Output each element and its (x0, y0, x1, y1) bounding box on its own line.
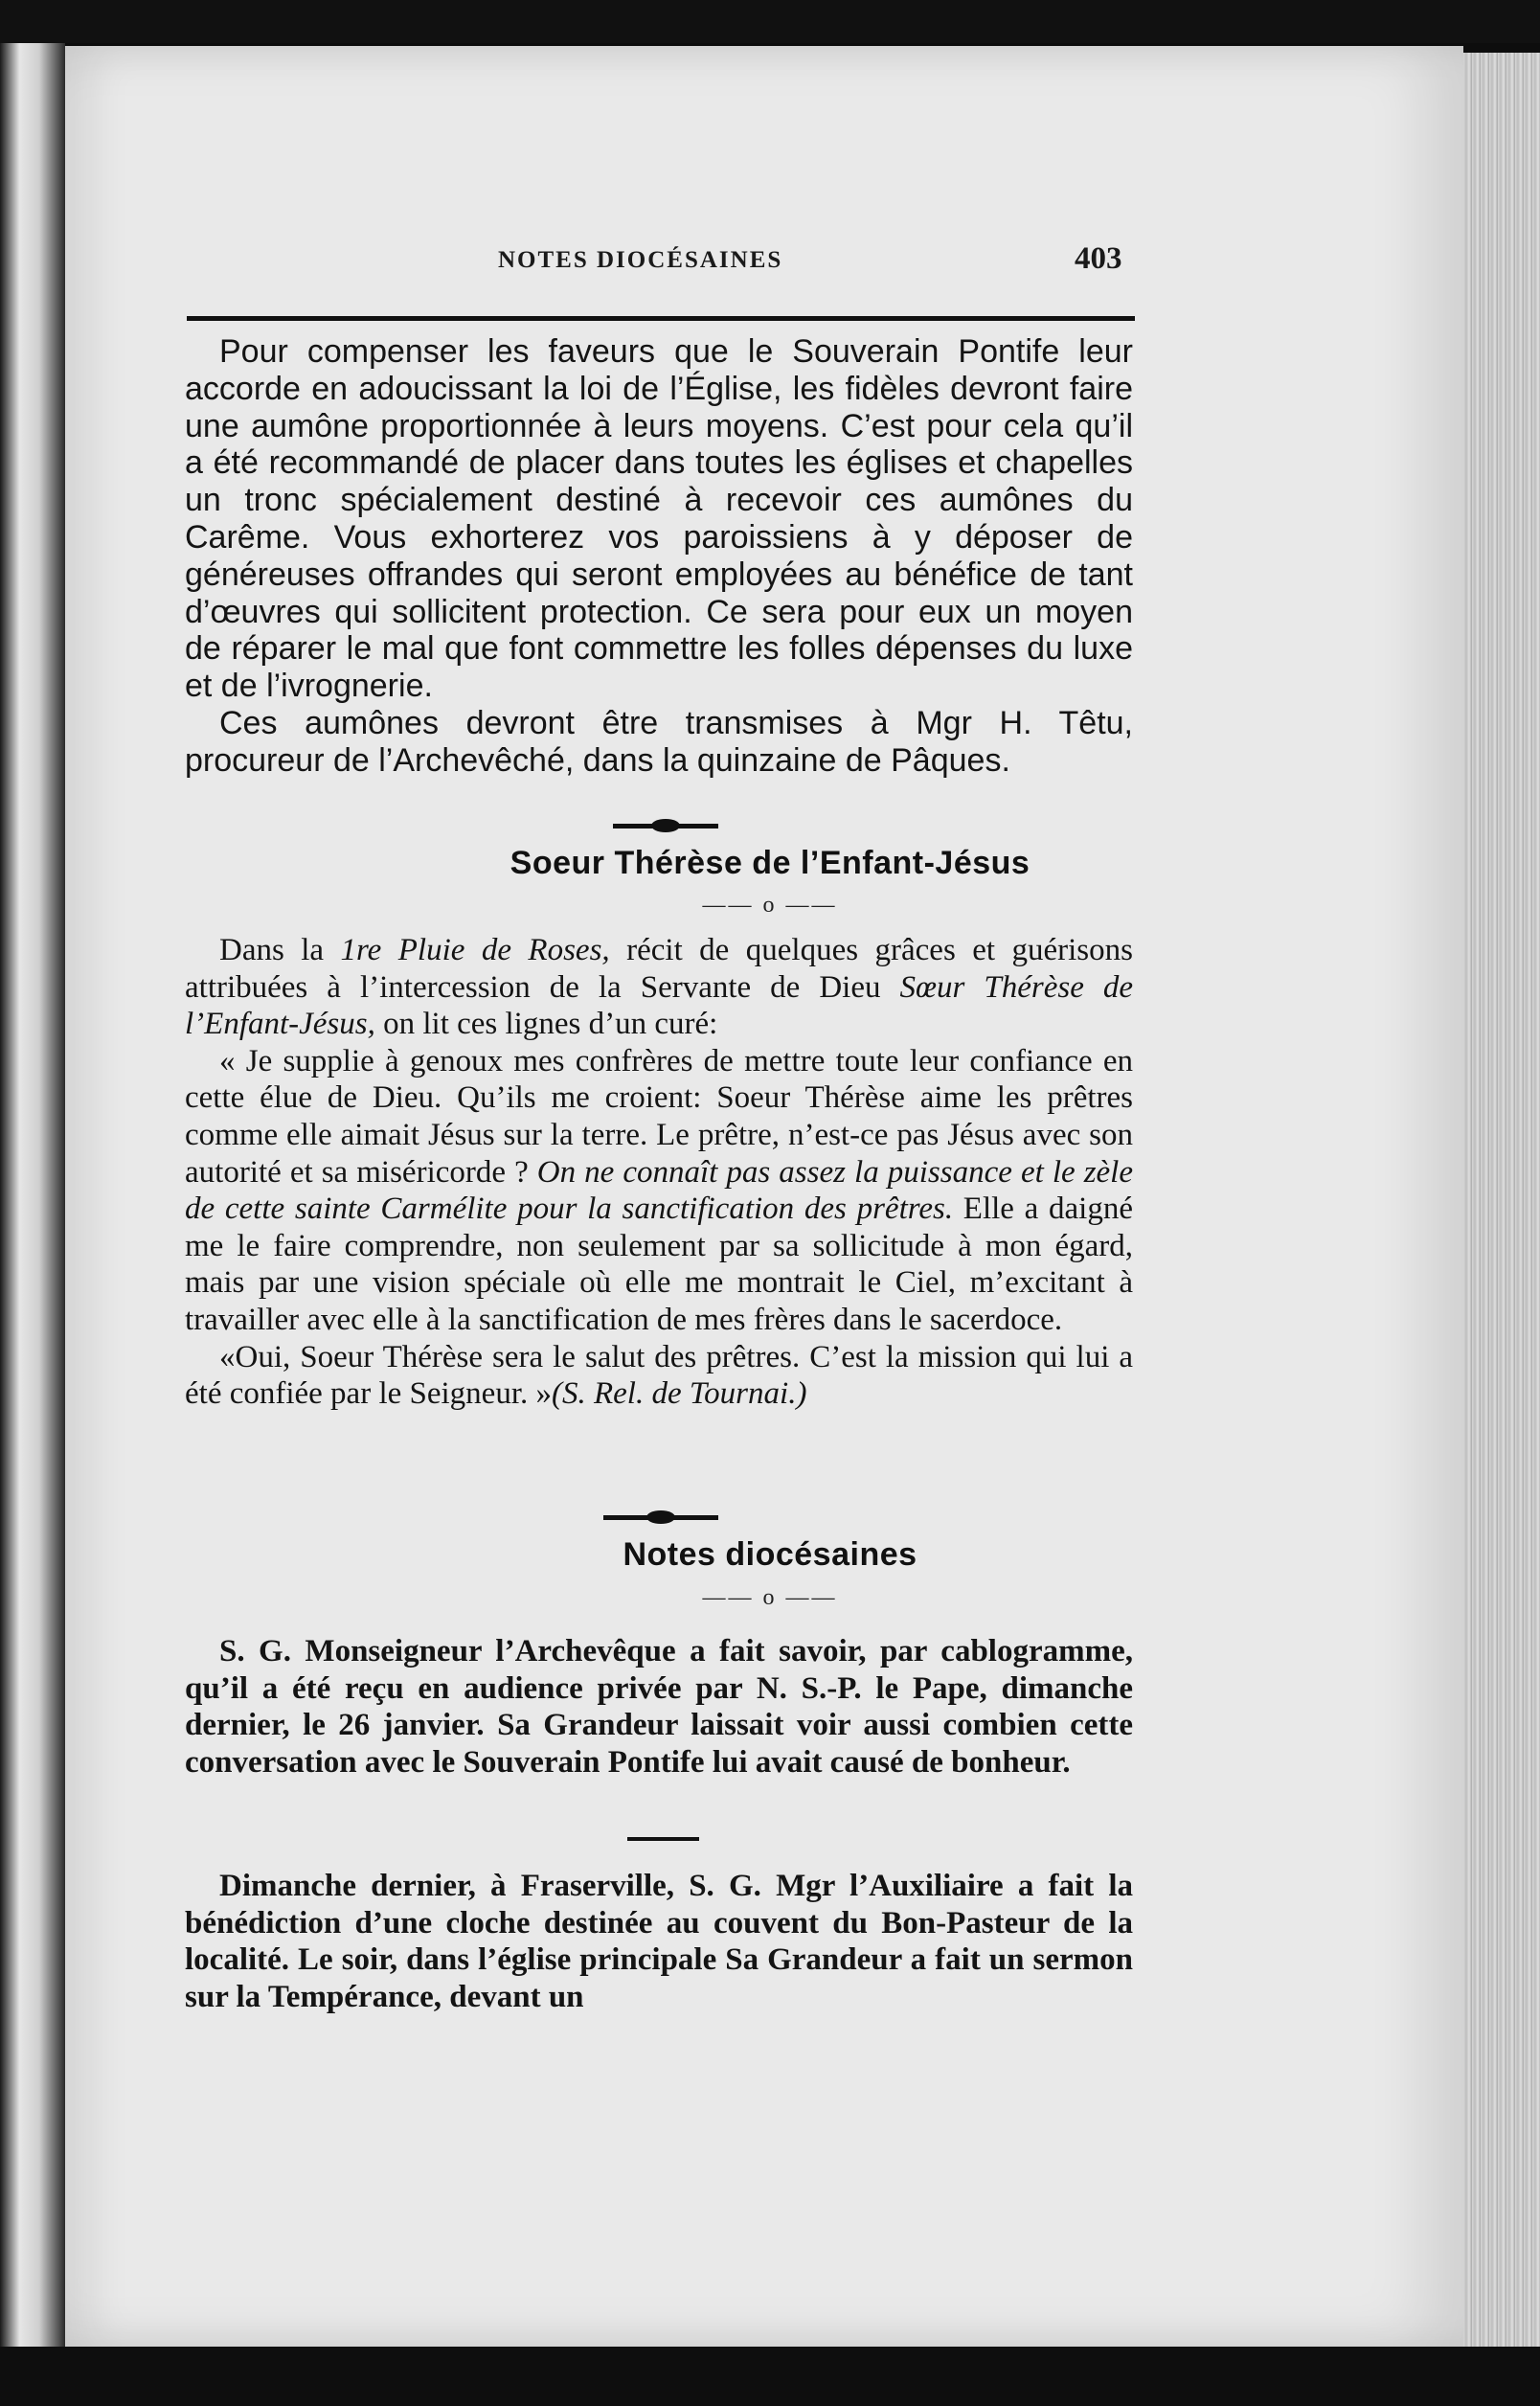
page-stack-edge (1463, 53, 1540, 2347)
section-separator: —— o —— (702, 893, 838, 918)
section-separator: —— o —— (702, 1585, 838, 1610)
running-head: NOTES DIOCÉSAINES (498, 247, 783, 273)
paragraph: Dans la 1re Pluie de Roses, récit de quelques grâces et guérisons attribuées à l’intercession de la Servante de Dieu Sœur Thérèse de l’Enfant-Jésus, on lit ces lignes d’un curé: (185, 933, 1133, 1042)
film-border-top (0, 0, 1540, 43)
left-page-edge (0, 43, 65, 2347)
paragraph: Ces aumônes devront être transmises à Mgr H. Têtu, procureur de l’Archevêché, dans la quinzaine de Pâques. (185, 704, 1133, 779)
section-lent-alms (185, 333, 1133, 780)
short-rule (627, 1837, 699, 1841)
page-number: 403 (1075, 241, 1122, 276)
section-title-notes: Notes diocésaines (623, 1536, 917, 1573)
film-border-bottom (0, 2347, 1540, 2406)
section-title-therese: Soeur Thérèse de l’Enfant-Jésus (510, 845, 1030, 881)
paragraph: Dimanche dernier, à Fraserville, S. G. Mgr l’Auxiliaire a fait la bénédiction d’une cloche destinée au couvent du Bon-Pasteur de la localité. Le soir, dans l’église principale Sa Grandeur a fait un sermon sur la Tempérance, devant un (185, 1869, 1133, 2014)
ornament-divider (603, 1515, 718, 1520)
paragraph: Pour compenser les faveurs que le Souverain Pontife leur accorde en adoucissant la loi de l’Église, les fidèles devront faire une aumône proportionnée à leurs moyens. C’est pour cela qu’il a été recommandé de placer dans toutes les églises et chapelles un tronc spécialement destiné à recevoir ces aumônes du Carême. Vous exhorterez vos paroissiens à y déposer de généreuses offrandes qui seront employées au bénéfice de tant d’œuvres qui sollicitent protection. Ce sera pour eux un moyen de réparer le mal que font commettre les folles dépenses du luxe et de l’ivrognerie. (185, 333, 1133, 705)
paragraph: S. G. Monseigneur l’Archevêque a fait savoir, par cablogramme, qu’il a été reçu en audience privée par N. S.-P. le Pape, dimanche dernier, le 26 janvier. Sa Grandeur laissait voir aussi combien cette conversation avec le Souverain Pontife lui avait causé de bonheur. (185, 1634, 1133, 1780)
paragraph: «Oui, Soeur Thérèse sera le salut des prêtres. C’est la mission qui lui a été confiée par le Seigneur. »(S. Rel. de Tournai.) (185, 1339, 1133, 1412)
header-rule (187, 316, 1135, 321)
section-notes-p2 (185, 1868, 1133, 2015)
paragraph: « Je supplie à genoux mes confrères de mettre toute leur confiance en cette élue de Dieu. Qu’ils me croient: Soeur Thérèse aime les prêtres comme elle aimait Jésus sur la terre. Le prêtre, n’est-ce pas Jésus avec son autorité et sa miséricorde ? On ne connaît pas assez la puissance et le zèle de cette sainte Carmélite pour la sanctification des prêtres. Elle a daigné me le faire comprendre, non seulement par sa sollicitude à mon égard, mais par une vision spéciale où elle me montrait le Ciel, m’excitant à travailler avec elle à la sanctification de mes frères dans le sacerdoce. (185, 1043, 1133, 1337)
section-therese (185, 932, 1133, 1413)
ornament-divider (613, 824, 718, 828)
section-notes-p1 (185, 1633, 1133, 1781)
